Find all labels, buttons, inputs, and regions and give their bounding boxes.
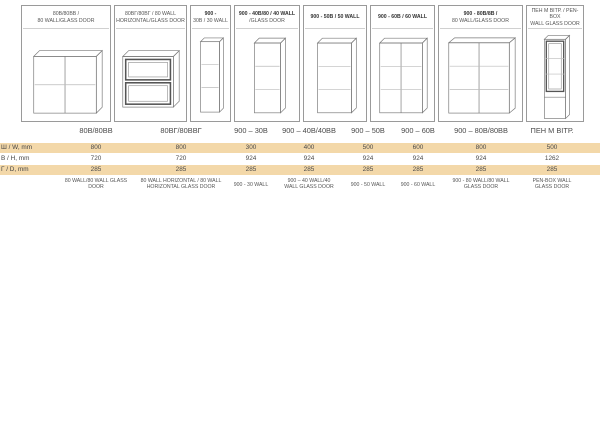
cabinet-40-wall-drawing xyxy=(235,28,299,122)
header-line: ПЕН М ВІТР. / PEN-BOX xyxy=(531,7,579,21)
cell-header xyxy=(116,7,185,29)
product-name-line: 900 - 50 WALL xyxy=(350,182,386,188)
cell-header xyxy=(192,7,229,29)
cabinet-80-wall-drawing xyxy=(22,28,110,122)
header-line xyxy=(305,14,365,21)
dimension-value: 285 xyxy=(362,166,374,173)
header-line: 80 WALL/GLASS DOOR xyxy=(452,17,509,24)
product-name xyxy=(234,182,268,188)
header-code: 900 - xyxy=(204,11,217,17)
cabinet-cell-40-wall xyxy=(234,5,300,122)
product-name-line: 80 WALL HORIZONTAL / 80 WALL xyxy=(140,178,222,184)
header-line: /GLASS DOOR xyxy=(249,17,285,24)
product-name-line: 900 – 40 WALL/40 xyxy=(287,178,331,184)
dimension-value: 285 xyxy=(412,166,424,173)
row-label: Г / D, mm xyxy=(1,166,29,173)
dimension-value: 1262 xyxy=(544,155,560,162)
header-line: 80ВГ/80ВГ / 80 WALL xyxy=(125,11,176,17)
dimension-value: 720 xyxy=(175,155,187,162)
header-line: 30В / 30 WALL xyxy=(193,17,228,24)
dimension-value: 285 xyxy=(90,166,102,173)
cell-header xyxy=(236,7,298,29)
product-name-line: DOOR xyxy=(88,184,104,191)
product-name xyxy=(284,178,334,191)
dimension-value: 924 xyxy=(245,155,257,162)
product-name-line: 900 - 80 WALL/80 WALL xyxy=(452,178,510,184)
dimension-value: 800 xyxy=(90,144,102,151)
product-name-line: 900 - 30 WALL xyxy=(233,182,269,188)
row-label: Ш / W, mm xyxy=(1,144,33,151)
cell-header xyxy=(528,7,582,29)
model-code: 900 – 60В xyxy=(401,126,435,135)
dimension-value: 500 xyxy=(362,144,374,151)
header-code: 900 - 40В/80 / 40 WALL xyxy=(238,11,296,17)
cabinet-cell-50-wall xyxy=(303,5,367,122)
model-code: 900 – 40В/40ВВ xyxy=(282,126,336,135)
cabinet-cell-80-wall-horizontal xyxy=(114,5,187,122)
header-code: 900 - 60В / 60 WALL xyxy=(377,14,427,21)
product-name-line: 900 - 60 WALL xyxy=(400,182,436,188)
model-code: ПЕН М ВІТР. xyxy=(530,126,574,135)
model-code-row xyxy=(0,126,600,140)
cabinet-pen-box-drawing xyxy=(527,28,583,122)
dimension-row-height xyxy=(0,154,600,164)
dimension-value: 285 xyxy=(245,166,257,173)
cabinet-cell-30-wall xyxy=(190,5,231,122)
model-code: 900 – 30В xyxy=(234,126,268,135)
model-code: 900 – 80В/80ВВ xyxy=(454,126,508,135)
dimension-value: 300 xyxy=(245,144,257,151)
dimension-value: 285 xyxy=(175,166,187,173)
english-name-row xyxy=(0,178,600,198)
product-name xyxy=(453,178,510,191)
dimension-value: 500 xyxy=(546,144,558,151)
header-line xyxy=(372,14,433,21)
dimension-row-width xyxy=(0,143,600,153)
dimension-value: 924 xyxy=(303,155,315,162)
cell-header xyxy=(440,7,521,29)
dimension-value: 400 xyxy=(303,144,315,151)
cabinet-cell-60-wall xyxy=(370,5,435,122)
header-code: 900 - 80В/8В / xyxy=(463,11,498,17)
dimension-value: 924 xyxy=(412,155,424,162)
dimension-row-depth xyxy=(0,165,600,175)
product-name xyxy=(141,178,222,191)
product-name-line: 80 WALL/80 WALL GLASS xyxy=(64,178,128,184)
product-name-line: HORIZONTAL GLASS DOOR xyxy=(146,184,216,191)
dimension-value: 285 xyxy=(546,166,558,173)
dimension-value: 924 xyxy=(362,155,374,162)
product-name xyxy=(351,182,385,188)
cell-header xyxy=(305,7,365,29)
cabinet-drawing-grid xyxy=(0,0,600,125)
product-name-line: PEN-BOX WALL xyxy=(532,178,572,184)
product-name-line: GLASS DOOR xyxy=(463,184,499,191)
dimension-value: 800 xyxy=(475,144,487,151)
cabinet-60-wall-drawing xyxy=(371,28,434,122)
cabinet-cell-pen-box xyxy=(526,5,584,122)
dimension-value: 600 xyxy=(412,144,424,151)
product-name xyxy=(401,182,435,188)
header-code: 900 - 50В / 50 WALL xyxy=(310,14,360,21)
cell-header xyxy=(23,7,109,29)
model-code: 80В/80ВВ xyxy=(79,126,113,135)
model-code: 900 – 50В xyxy=(351,126,385,135)
product-name-line: WALL GLASS DOOR xyxy=(284,184,334,191)
product-name xyxy=(533,178,572,191)
dimension-value: 285 xyxy=(303,166,315,173)
header-line: WALL GLASS DOOR xyxy=(530,20,580,27)
header-line: 80В/80ВВ / xyxy=(52,11,80,17)
cabinet-80-horizontal-drawing xyxy=(115,28,186,122)
header-line: 80 WALL/GLASS DOOR xyxy=(37,17,95,24)
cabinet-cell-80-wall xyxy=(21,5,111,122)
dimension-value: 285 xyxy=(475,166,487,173)
dimension-value: 924 xyxy=(475,155,487,162)
cabinet-30-wall-drawing xyxy=(191,28,230,122)
cabinet-50-wall-drawing xyxy=(304,28,366,122)
dimension-value: 800 xyxy=(175,144,187,151)
cabinet-cell-80-wall-tall xyxy=(438,5,523,122)
row-label: В / H, mm xyxy=(1,155,30,162)
header-line: HORIZONTAL/GLASS DOOR xyxy=(116,17,185,24)
product-name xyxy=(65,178,127,191)
product-name-line: GLASS DOOR xyxy=(534,184,570,191)
cell-header xyxy=(372,7,433,29)
cabinet-80-tall-drawing xyxy=(439,28,522,122)
model-code: 80ВГ/80ВВГ xyxy=(160,126,202,135)
dimension-value: 720 xyxy=(90,155,102,162)
